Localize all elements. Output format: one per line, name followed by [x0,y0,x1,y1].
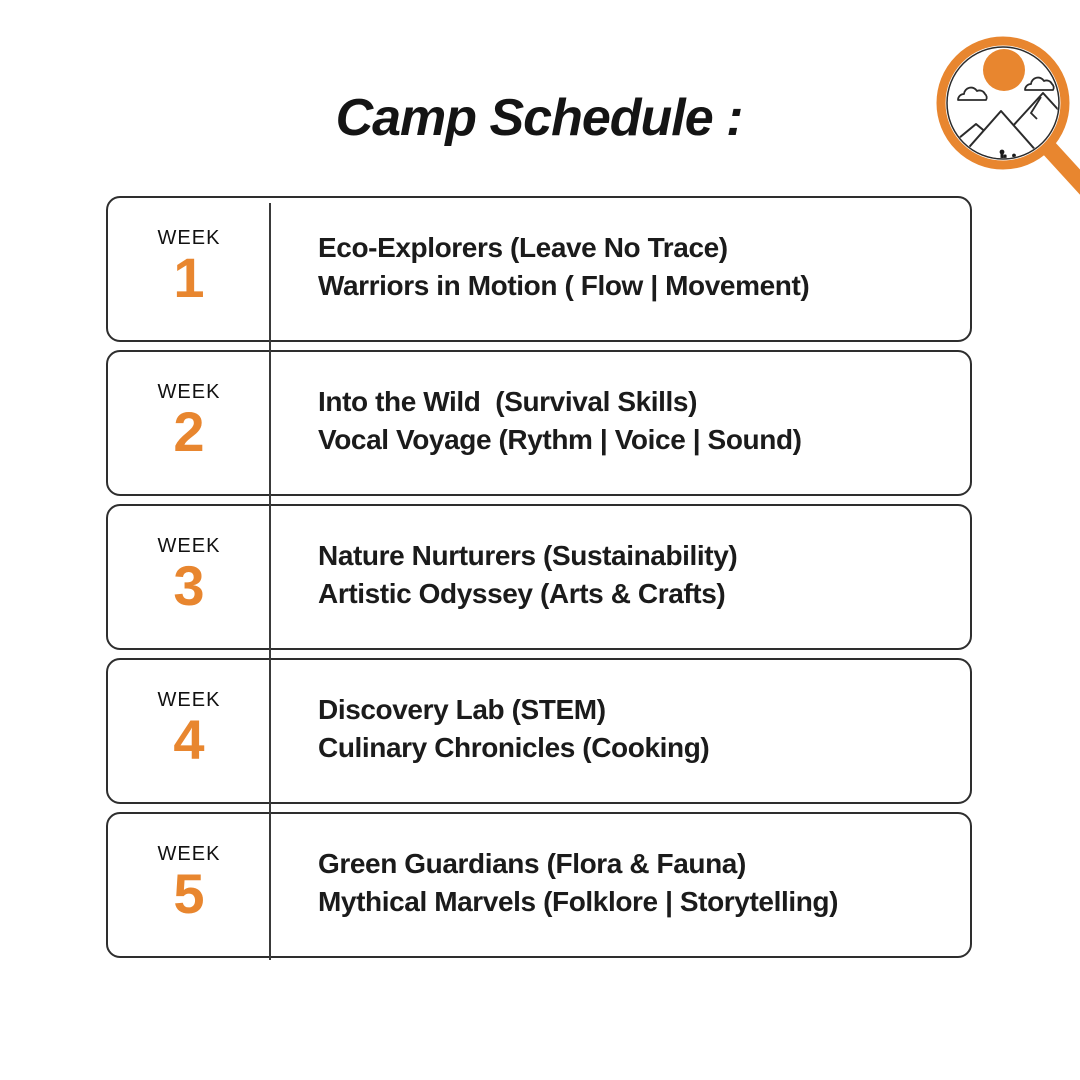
activities-column [270,352,970,494]
schedule-card-list [106,196,972,958]
activities-column [270,506,970,648]
week-card-5 [106,812,972,958]
activities-column [270,660,970,802]
activity-line: Culinary Chronicles (Cooking) [318,732,710,763]
activity-line: Mythical Marvels (Folklore | Storytelling) [318,886,839,917]
week-label: WEEK [157,534,221,557]
activities-column [270,198,970,340]
week-label: WEEK [157,842,221,865]
magnifier-handle [1047,146,1080,204]
week-number: 4 [173,707,205,771]
activity-line: Eco-Explorers (Leave No Trace) [318,232,728,263]
week-label: WEEK [157,688,221,711]
activities-column [270,814,970,956]
week-number: 2 [173,399,205,463]
week-column [108,198,270,340]
week-column [108,352,270,494]
week-number: 1 [173,245,205,309]
week-label: WEEK [157,380,221,403]
week-card-1 [106,196,972,342]
activity-line: Artistic Odyssey (Arts & Crafts) [318,578,726,609]
week-label: WEEK [157,226,221,249]
activity-line: Nature Nurturers (Sustainability) [318,540,738,571]
week-number: 3 [173,553,205,617]
week-number: 5 [173,861,205,925]
week-column [108,506,270,648]
week-column [108,660,270,802]
week-column [108,814,270,956]
vertical-divider [269,203,271,960]
activity-line: Green Guardians (Flora & Fauna) [318,848,746,879]
sun-icon [983,49,1025,91]
week-card-4 [106,658,972,804]
activity-line: Warriors in Motion ( Flow | Movement) [318,270,810,301]
week-card-3 [106,504,972,650]
week-card-2 [106,350,972,496]
activity-line: Vocal Voyage (Rythm | Voice | Sound) [318,424,802,455]
activity-line: Discovery Lab (STEM) [318,694,606,725]
activity-line: Into the Wild (Survival Skills) [318,386,698,417]
page-title: Camp Schedule : [335,89,743,147]
